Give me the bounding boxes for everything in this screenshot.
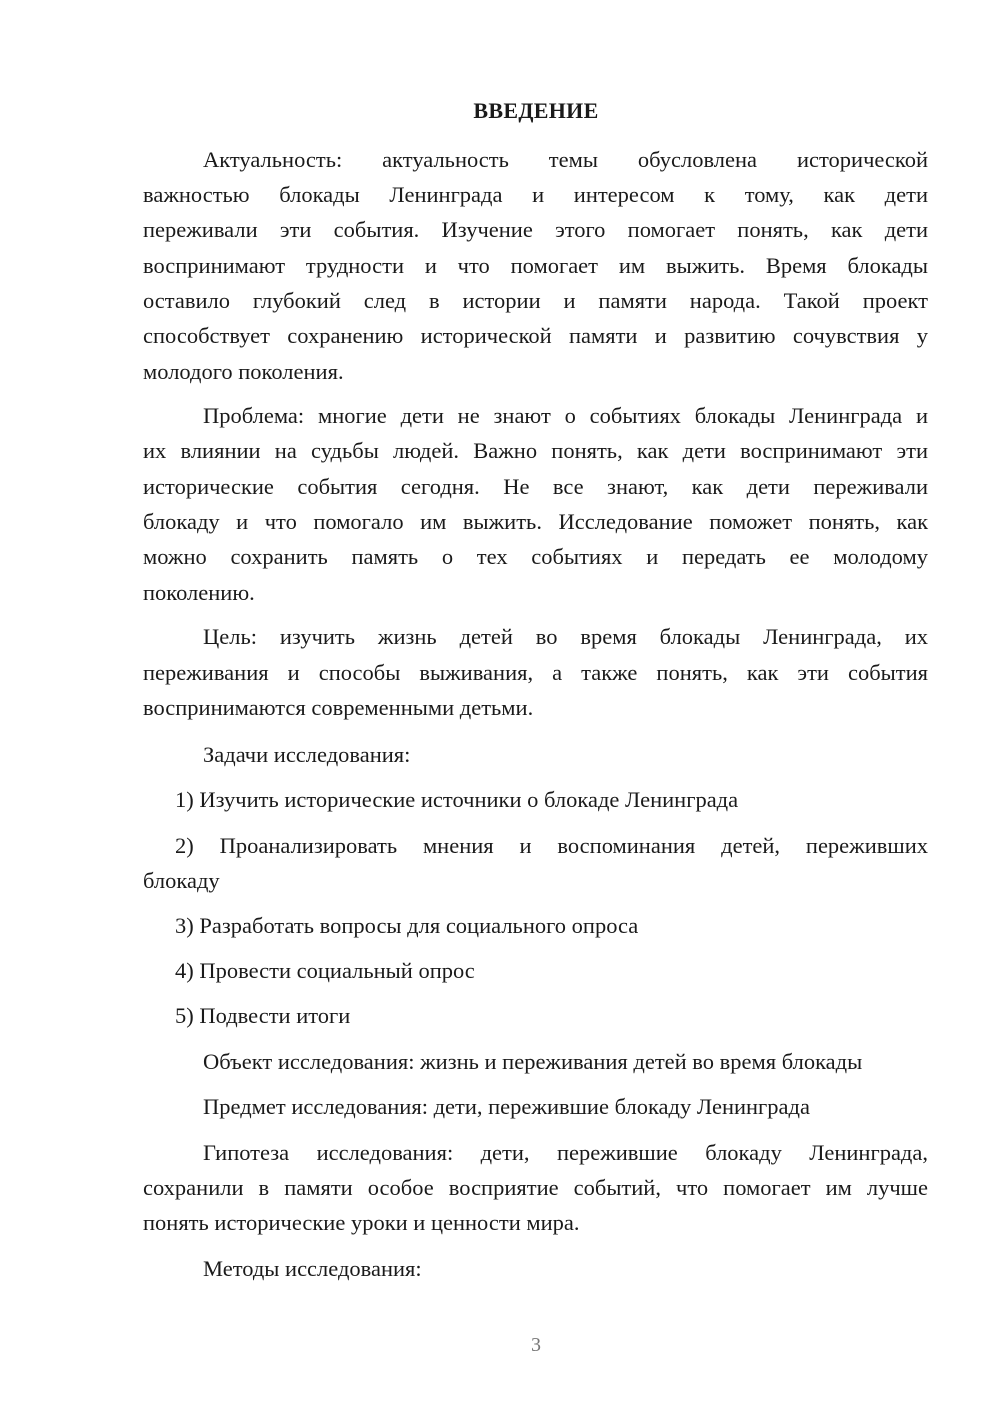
text-line: молодого поколения.	[143, 359, 344, 384]
text-line: их влиянии на судьбы людей. Важно понять, как дети воспринимают эти	[143, 438, 928, 463]
task-item: 2) Проанализировать мнения и воспоминания детей, переживших	[175, 833, 928, 858]
research-subject: Предмет исследования: дети, пережившие блокаду Ленинграда	[203, 1094, 810, 1119]
page-number: 3	[531, 1334, 541, 1356]
text-line: блокаду и что помогало им выжить. Исследование поможет понять, как	[143, 509, 928, 534]
text-line: можно сохранить память о тех событиях и передать ее молодому	[143, 544, 928, 569]
text-line: Гипотеза исследования: дети, пережившие блокаду Ленинграда,	[203, 1140, 928, 1165]
tasks-heading: Задачи исследования:	[203, 742, 411, 767]
text-line: сохранили в памяти особое восприятие событий, что помогает им лучше	[143, 1175, 928, 1200]
text-line: способствует сохранению исторической памяти и развитию сочувствия у	[143, 323, 928, 348]
text-line: воспринимаются современными детьми.	[143, 695, 534, 720]
text-line: Цель: изучить жизнь детей во время блокады Ленинграда, их	[203, 624, 928, 649]
text-line: оставило глубокий след в истории и памяти народа. Такой проект	[143, 288, 928, 313]
text-line: переживали эти события. Изучение этого помогает понять, как дети	[143, 217, 928, 242]
methods-heading: Методы исследования:	[203, 1256, 422, 1281]
text-line: важностью блокады Ленинграда и интересом к тому, как дети	[143, 182, 928, 207]
task-item: 1) Изучить исторические источники о блокаде Ленинграда	[175, 787, 739, 812]
text-line: воспринимают трудности и что помогает им выжить. Время блокады	[143, 253, 928, 278]
research-object: Объект исследования: жизнь и переживания детей во время блокады	[203, 1049, 863, 1074]
text-line: исторические события сегодня. Не все знают, как дети переживали	[143, 474, 928, 499]
text-line: понять исторические уроки и ценности мира.	[143, 1210, 580, 1235]
task-item: 4) Провести социальный опрос	[175, 958, 475, 983]
task-item: 5) Подвести итоги	[175, 1003, 351, 1028]
text-line: Актуальность: актуальность темы обусловлена исторической	[203, 147, 928, 172]
text-line: переживания и способы выживания, а также понять, как эти события	[143, 660, 928, 685]
task-item-continuation: блокаду	[143, 868, 220, 893]
text-line: поколению.	[143, 580, 255, 605]
task-item: 3) Разработать вопросы для социального опроса	[175, 913, 639, 938]
page-title: ВВЕДЕНИЕ	[473, 98, 599, 123]
text-line: Проблема: многие дети не знают о событиях блокады Ленинграда и	[203, 403, 928, 428]
